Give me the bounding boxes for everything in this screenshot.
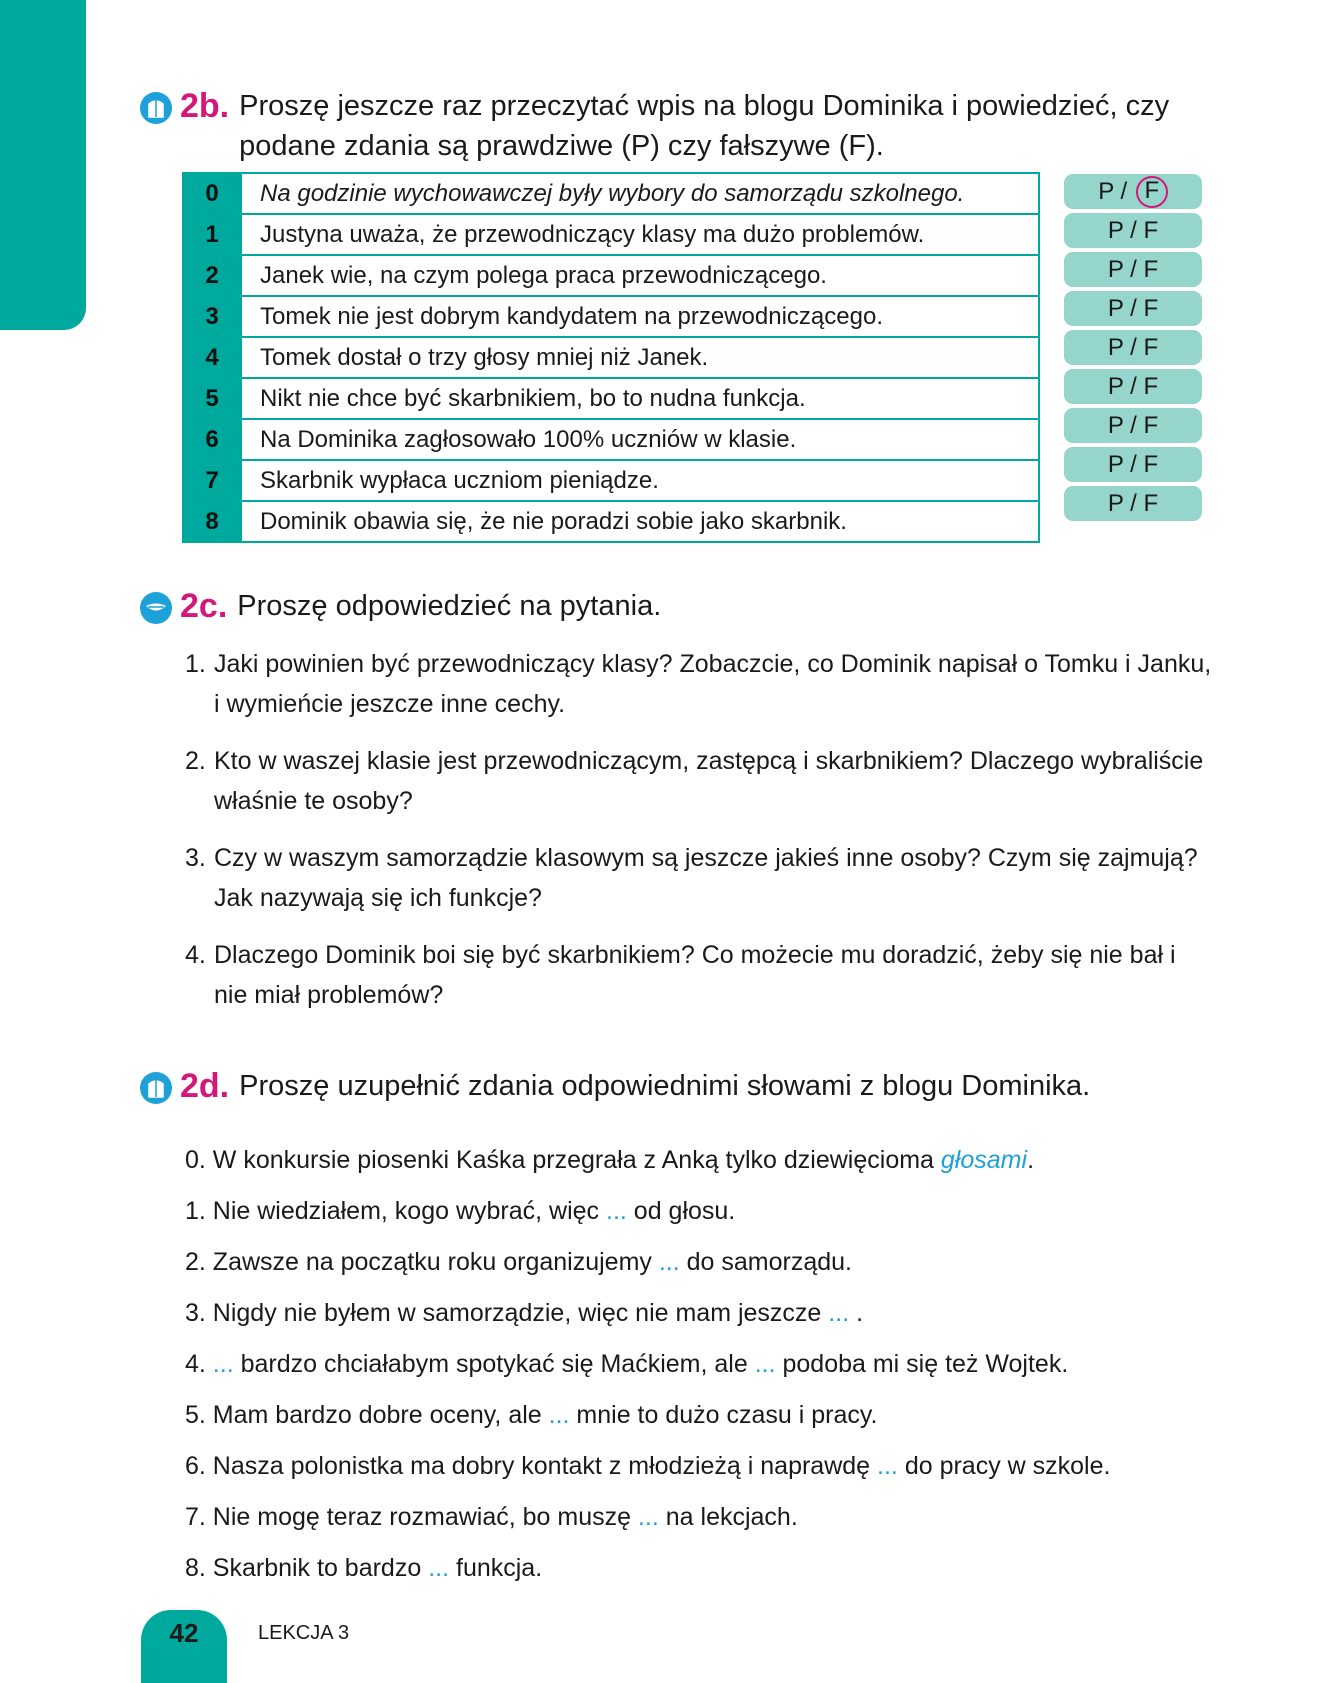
question-text: Dlaczego Dominik boi się być skarbnikiem? Co możecie mu doradzić, żeby się nie bał i nie miał problemów? — [214, 941, 1176, 1009]
statement: Janek wie, na czym polega praca przewodniczącego. — [260, 261, 827, 289]
sentence-text: . — [1027, 1146, 1035, 1174]
table-row — [182, 174, 1040, 215]
example-answer: głosami — [940, 1146, 1028, 1174]
answer-pill[interactable]: P / F — [1064, 486, 1202, 521]
blank-gap[interactable]: ... — [428, 1554, 450, 1582]
list-item — [185, 935, 1215, 1015]
statement: Skarbnik wypłaca uczniom pieniądze. — [260, 466, 659, 494]
table-row — [182, 420, 1040, 461]
question-text: Czy w waszym samorządzie klasowym są jeszcze jakieś inne osoby? Czym się zajmują? Jak nazywają się ich funkcje? — [214, 844, 1198, 912]
sentence-text: mnie to dużo czasu i pracy. — [569, 1401, 878, 1429]
book-icon — [140, 92, 172, 124]
exercise-number: 2c. — [180, 587, 228, 625]
answer-column — [1064, 174, 1202, 525]
sentence-text: 3. Nigdy nie byłem w samorządzie, więc nie mam jeszcze — [185, 1299, 829, 1327]
row-number: 8 — [182, 502, 242, 541]
statement: Justyna uważa, że przewodniczący klasy ma dużo problemów. — [260, 220, 925, 248]
statement: Nikt nie chce być skarbnikiem, bo to nudna funkcja. — [260, 384, 806, 412]
exercise-number: 2b. — [180, 87, 230, 125]
answer-pill[interactable]: P / F — [1064, 291, 1202, 326]
question-number: 1. — [185, 650, 206, 678]
blank-gap[interactable]: ... — [212, 1350, 234, 1378]
lesson-label: LEKCJA 3 — [258, 1622, 350, 1644]
row-number: 7 — [182, 461, 242, 500]
statement: Na Dominika zagłosowało 100% uczniów w klasie. — [260, 425, 797, 453]
question-number: 4. — [185, 941, 206, 969]
table-row — [182, 461, 1040, 502]
answer-pill[interactable]: P / F — [1064, 447, 1202, 482]
sentence-text: 4. — [185, 1350, 213, 1378]
list-item — [185, 1339, 1225, 1390]
sentence-text: 2. Zawsze na początku roku organizujemy — [185, 1248, 659, 1276]
exercise-2d-heading — [140, 1066, 1090, 1106]
blank-gap[interactable]: ... — [658, 1248, 680, 1276]
table-row — [182, 256, 1040, 297]
blank-gap[interactable]: ... — [548, 1401, 570, 1429]
answer-pill-example — [1064, 174, 1202, 209]
sentence-text: od głosu. — [626, 1197, 736, 1225]
statement: Dominik obawia się, że nie poradzi sobie jako skarbnik. — [260, 507, 847, 535]
answer-pill[interactable]: P / F — [1064, 408, 1202, 443]
row-number: 5 — [182, 379, 242, 418]
table-row — [182, 338, 1040, 379]
exercise-instruction: Proszę odpowiedzieć na pytania. — [237, 590, 662, 622]
question-text: Kto w waszej klasie jest przewodniczącym, zastępcą i skarbnikiem? Dlaczego wybraliście właśnie te osoby? — [214, 747, 1204, 815]
row-number: 4 — [182, 338, 242, 377]
sentence-text: do samorządu. — [679, 1248, 853, 1276]
questions-list — [185, 644, 1215, 1032]
blank-gap[interactable]: ... — [877, 1452, 898, 1480]
side-decoration-tab — [0, 0, 86, 330]
list-item — [185, 1543, 1225, 1594]
blank-gap[interactable]: ... — [637, 1503, 659, 1531]
book-icon — [140, 1072, 172, 1104]
blank-gap[interactable]: ... — [828, 1299, 850, 1327]
sentence-text: do pracy w szkole. — [897, 1452, 1111, 1480]
list-item — [185, 741, 1215, 821]
list-item — [185, 1135, 1225, 1186]
list-item — [185, 1390, 1225, 1441]
list-item — [185, 1237, 1225, 1288]
blank-gap[interactable]: ... — [754, 1350, 776, 1378]
exercise-2b-heading — [140, 86, 1209, 166]
table-row — [182, 215, 1040, 256]
option-p-label: P / — [1098, 177, 1128, 205]
list-item — [185, 1441, 1225, 1492]
sentence-text: . — [849, 1299, 864, 1327]
question-number: 2. — [185, 747, 206, 775]
question-number: 3. — [185, 844, 206, 872]
answer-pill[interactable]: P / F — [1064, 369, 1202, 404]
table-row — [182, 297, 1040, 338]
sentence-text: 6. Nasza polonistka ma dobry kontakt z młodzieżą i naprawdę — [185, 1452, 878, 1480]
true-false-table — [182, 172, 1040, 543]
statement: Tomek nie jest dobrym kandydatem na przewodniczącego. — [260, 302, 883, 330]
sentence-text: podoba mi się też Wojtek. — [775, 1350, 1069, 1378]
blank-gap[interactable]: ... — [606, 1197, 627, 1225]
row-number: 6 — [182, 420, 242, 459]
list-item — [185, 644, 1215, 724]
page-number: 42 — [169, 1618, 199, 1648]
row-number: 0 — [182, 174, 242, 213]
exercise-2c-heading — [140, 586, 661, 626]
speaking-mouth-icon — [140, 592, 172, 624]
exercise-number: 2d. — [180, 1067, 230, 1105]
answer-pill[interactable]: P / F — [1064, 330, 1202, 365]
sentence-text: na lekcjach. — [658, 1503, 798, 1531]
sentence-text: 0. W konkursie piosenki Kaśka przegrała z Anką tylko dziewięcioma — [185, 1146, 941, 1174]
list-item — [185, 1186, 1225, 1237]
question-text: Jaki powinien być przewodniczący klasy? Zobaczcie, co Dominik napisał o Tomku i Janku, i wymieńcie jeszcze inne cechy. — [214, 650, 1212, 718]
circled-answer-f: F — [1136, 176, 1168, 208]
exercise-instruction: Proszę jeszcze raz przeczytać wpis na blogu Dominika i powiedzieć, czy podane zdania są prawdziwe (P) czy fałszywe (F). — [239, 90, 1170, 162]
list-item — [185, 838, 1215, 918]
sentence-text: 7. Nie mogę teraz rozmawiać, bo muszę — [185, 1503, 638, 1531]
sentence-text: 1. Nie wiedziałem, kogo wybrać, więc — [185, 1197, 606, 1225]
answer-pill[interactable]: P / F — [1064, 252, 1202, 287]
sentence-text: funkcja. — [449, 1554, 543, 1582]
sentences-list — [185, 1135, 1225, 1594]
page-number-tab — [141, 1610, 227, 1683]
answer-pill[interactable]: P / F — [1064, 213, 1202, 248]
table-row — [182, 502, 1040, 543]
exercise-instruction: Proszę uzupełnić zdania odpowiednimi słowami z blogu Dominika. — [239, 1070, 1091, 1102]
row-number: 3 — [182, 297, 242, 336]
sentence-text: 5. Mam bardzo dobre oceny, ale — [185, 1401, 549, 1429]
list-item — [185, 1492, 1225, 1543]
table-row — [182, 379, 1040, 420]
example-statement: Na godzinie wychowawczej były wybory do samorządu szkolnego. — [260, 179, 965, 207]
sentence-text: 8. Skarbnik to bardzo — [185, 1554, 429, 1582]
row-number: 2 — [182, 256, 242, 295]
row-number: 1 — [182, 215, 242, 254]
sentence-text: bardzo chciałabym spotykać się Maćkiem, ale — [233, 1350, 755, 1378]
list-item — [185, 1288, 1225, 1339]
statement: Tomek dostał o trzy głosy mniej niż Janek. — [260, 343, 709, 371]
